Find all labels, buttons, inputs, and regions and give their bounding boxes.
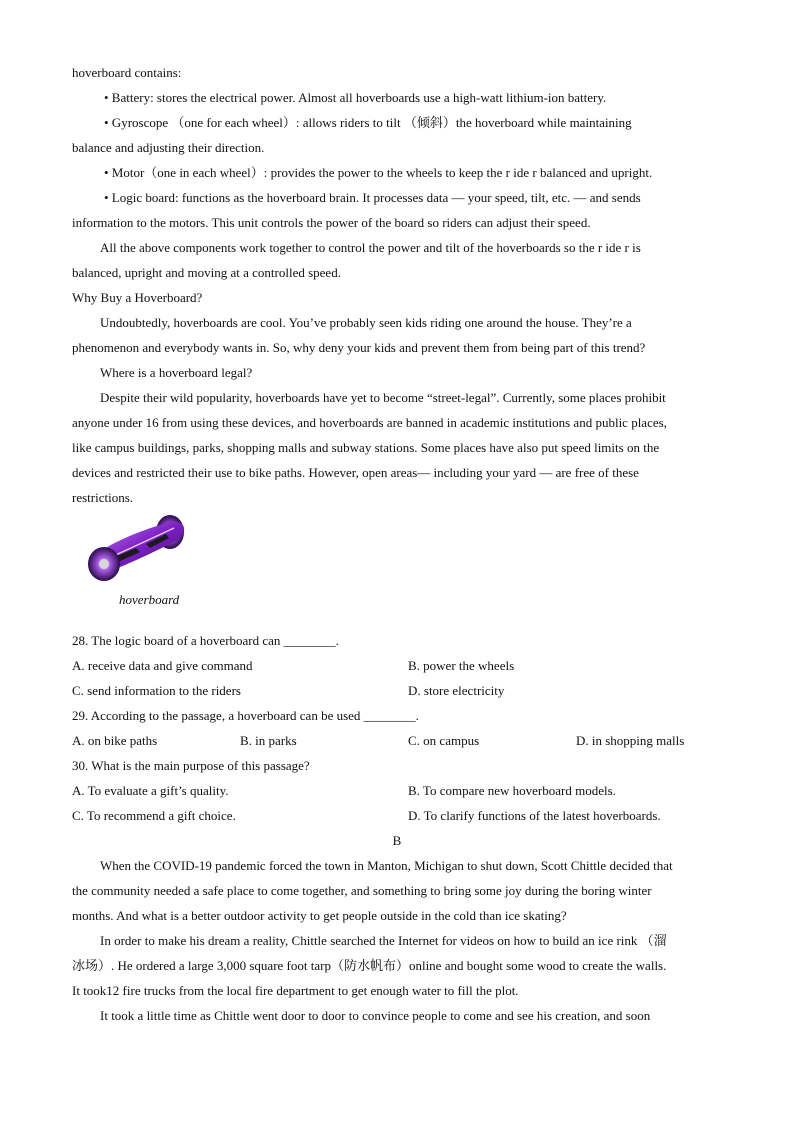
q30-option-b: B. To compare new hoverboard models. [408, 783, 616, 798]
passage-line: like campus buildings, parks, shopping malls and subway stations. Some places have also put speed limits on the [72, 440, 660, 455]
subheading-why-buy: Why Buy a Hoverboard? [72, 290, 203, 305]
question-30-options-row-2 [72, 803, 722, 828]
question-28-options-row-1 [72, 653, 722, 678]
q30-option-c: C. To recommend a gift choice. [72, 808, 236, 823]
bullet-battery: • Battery: stores the electrical power. Almost all hoverboards use a high-watt lithium-ion battery. [104, 90, 607, 105]
passage-line: balance and adjusting their direction. [72, 140, 265, 155]
passage-line: anyone under 16 from using these devices, and hoverboards are banned in academic institutions and public places, [72, 415, 667, 430]
hoverboard-figure [72, 512, 722, 614]
hoverboard-image [84, 512, 194, 584]
question-29-options [72, 728, 722, 753]
q28-option-b: B. power the wheels [408, 658, 515, 673]
passage-line: restrictions. [72, 490, 134, 505]
passage-line: All the above components work together to control the power and tilt of the hoverboards so the r ide r is [100, 240, 641, 255]
passage-b-line: It took a little time as Chittle went door to door to convince people to come and see his creation, and soon [100, 1008, 651, 1023]
passage-b-line: the community needed a safe place to come together, and something to bring some joy during the boring winter [72, 883, 652, 898]
passage-line: Despite their wild popularity, hoverboards have yet to become “street-legal”. Currently, some places prohibit [100, 390, 666, 405]
q30-option-a: A. To evaluate a gift’s quality. [72, 783, 229, 798]
bullet-gyroscope: • Gyroscope （one for each wheel）: allows riders to tilt （倾斜）the hoverboard while maintaining [104, 115, 632, 130]
q29-option-b: B. in parks [240, 733, 297, 748]
passage-line: balanced, upright and moving at a controlled speed. [72, 265, 341, 280]
passage-line: Undoubtedly, hoverboards are cool. You’ve probably seen kids riding one around the house. They’re a [100, 315, 632, 330]
passage-line: phenomenon and everybody wants in. So, why deny your kids and prevent them from being part of this trend? [72, 340, 646, 355]
q29-option-d: D. in shopping malls [576, 733, 685, 748]
passage-b-line: 冰场）. He ordered a large 3,000 square foot tarp（防水帆布）online and bought some wood to create the walls. [72, 958, 667, 973]
passage-b-line: It took12 fire trucks from the local fire department to get enough water to fill the plot. [72, 983, 519, 998]
q28-option-c: C. send information to the riders [72, 683, 241, 698]
bullet-logic-board: • Logic board: functions as the hoverboard brain. It processes data — your speed, tilt, etc. — and sends [104, 190, 641, 205]
passage-b-line: months. And what is a better outdoor activity to get people outside in the cold than ice skating? [72, 908, 567, 923]
q29-option-c: C. on campus [408, 733, 480, 748]
question-28-stem: 28. The logic board of a hoverboard can ________. [72, 633, 339, 648]
q28-option-d: D. store electricity [408, 683, 505, 698]
bullet-motor: • Motor（one in each wheel）: provides the power to the wheels to keep the r ide r balanced and upright. [104, 165, 653, 180]
q30-option-d: D. To clarify functions of the latest hoverboards. [408, 808, 661, 823]
section-b-heading: B [392, 833, 402, 848]
question-30-options-row-1 [72, 778, 722, 803]
passage-line: hoverboard contains: [72, 65, 182, 80]
passage-b-line: In order to make his dream a reality, Chittle searched the Internet for videos on how to build an ice rink （溜 [100, 933, 667, 948]
question-30-stem: 30. What is the main purpose of this passage? [72, 758, 310, 773]
subheading-where-legal: Where is a hoverboard legal? [100, 365, 253, 380]
passage-line: devices and restricted their use to bike paths. However, open areas— including your yard — are free of these [72, 465, 639, 480]
question-28-options-row-2 [72, 678, 722, 703]
q28-option-a: A. receive data and give command [72, 658, 253, 673]
image-caption: hoverboard [119, 592, 180, 607]
question-29-stem: 29. According to the passage, a hoverboard can be used ________. [72, 708, 419, 723]
passage-line: information to the motors. This unit controls the power of the board so riders can adjust their speed. [72, 215, 591, 230]
document-page [72, 60, 722, 1028]
passage-b-line: When the COVID-19 pandemic forced the town in Manton, Michigan to shut down, Scott Chittle decided that [100, 858, 673, 873]
q29-option-a: A. on bike paths [72, 733, 158, 748]
